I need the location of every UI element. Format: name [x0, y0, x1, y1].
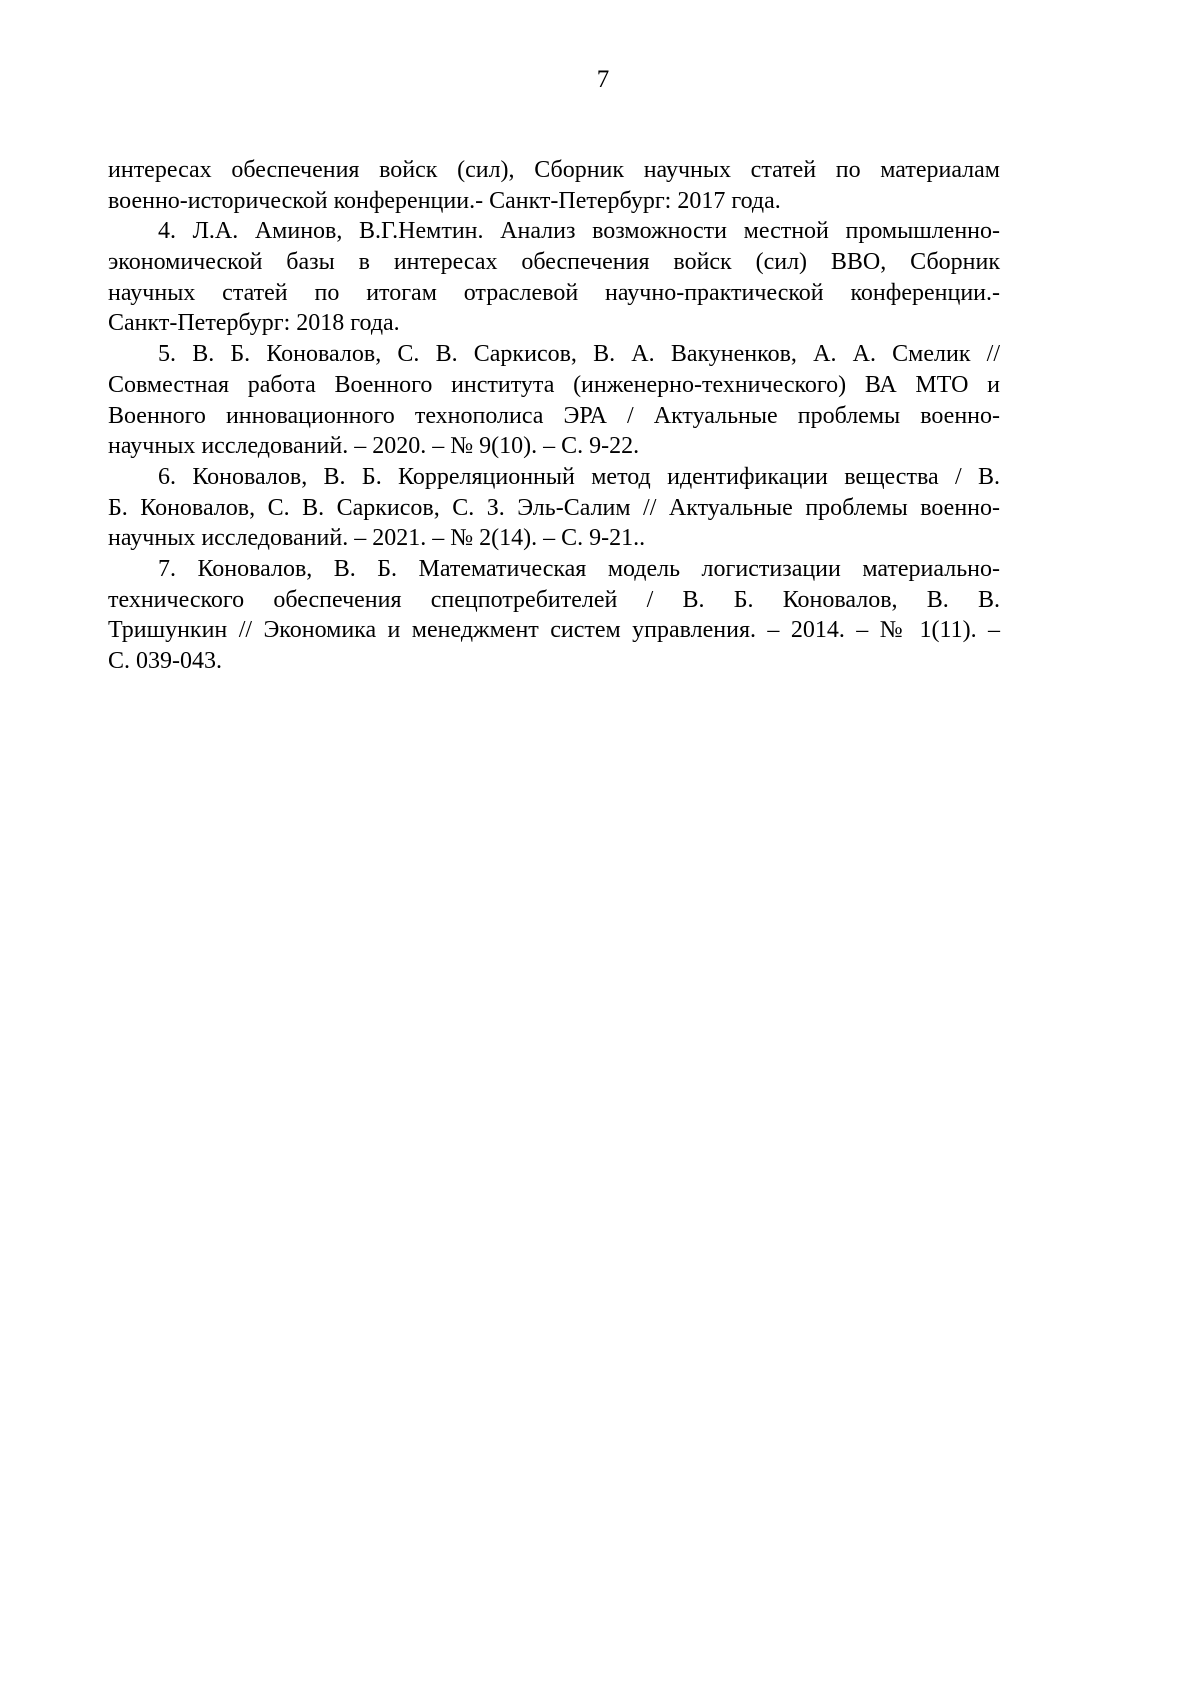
reference-item — [108, 216, 1000, 339]
text-line: Тришункин // Экономика и менеджмент систем управления. – 2014. – № 1(11). – — [108, 617, 1000, 644]
text-line: Санкт-Петербург: 2018 года. — [108, 310, 400, 337]
page-number: 7 — [596, 66, 610, 93]
text-line: научных исследований. – 2020. – № 9(10). – С. 9-22. — [108, 433, 640, 460]
text-line: научных исследований. – 2021. – № 2(14). – С. 9-21.. — [108, 525, 646, 552]
reference-continuation — [108, 155, 1000, 216]
text-line: технического обеспечения спецпотребителей / В. Б. Коновалов, В. В. — [108, 586, 1000, 613]
reference-item — [108, 339, 1000, 462]
text-line: Совместная работа Военного института (инженерно-технического) ВА МТО и — [108, 371, 1000, 398]
text-line: 4. Л.А. Аминов, В.Г.Немтин. Анализ возможности местной промышленно- — [158, 218, 1000, 245]
text-line: Б. Коновалов, С. В. Саркисов, С. З. Эль-Салим // Актуальные проблемы военно- — [108, 494, 1000, 521]
reference-item — [108, 462, 1000, 554]
text-line: 6. Коновалов, В. Б. Корреляционный метод идентификации вещества / В. — [158, 463, 1000, 490]
text-line: 5. В. Б. Коновалов, С. В. Саркисов, В. А. Вакуненков, А. А. Смелик // — [158, 341, 1000, 368]
reference-list — [108, 155, 1000, 677]
text-line: экономической базы в интересах обеспечения войск (сил) ВВО, Сборник — [108, 249, 1000, 276]
text-line: С. 039-043. — [108, 648, 222, 674]
text-line: 7. Коновалов, В. Б. Математическая модель логистизации материально- — [158, 555, 1000, 582]
text-line: научных статей по итогам отраслевой научно-практической конференции.- — [108, 279, 1000, 306]
text-line: интересах обеспечения войск (сил), Сборник научных статей по материалам — [108, 157, 1000, 183]
text-line: Военного инновационного технополиса ЭРА / Актуальные проблемы военно- — [108, 402, 1000, 429]
reference-item — [108, 554, 1000, 677]
text-line: военно-исторической конференции.- Санкт-Петербург: 2017 года. — [108, 187, 781, 214]
